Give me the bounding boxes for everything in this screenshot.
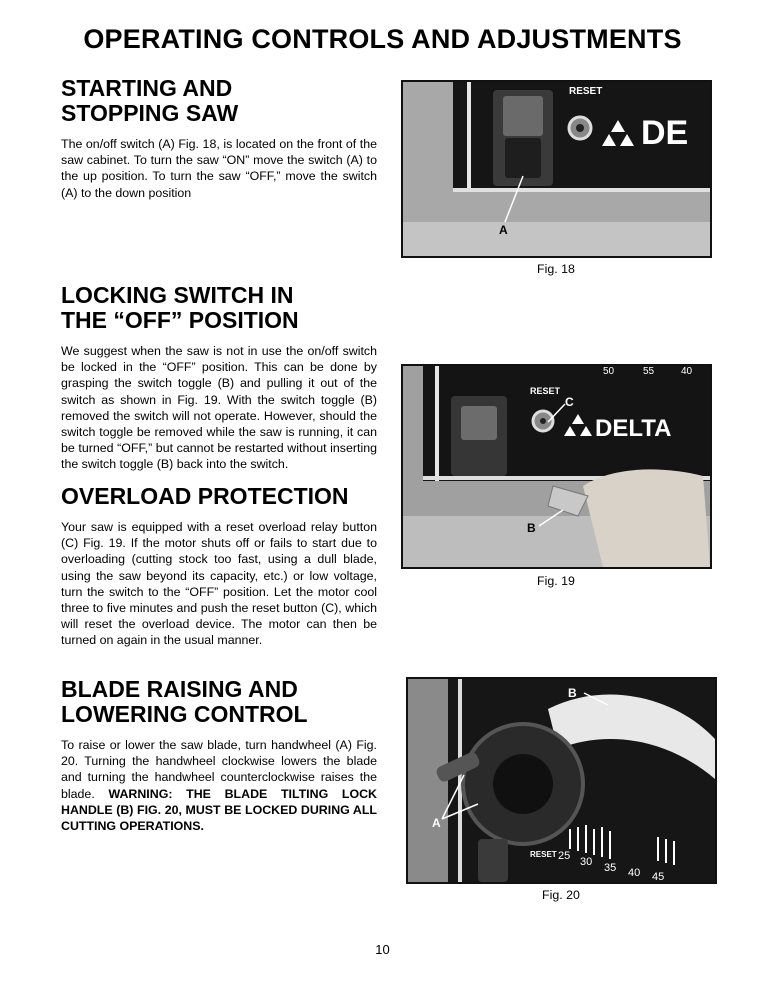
figure-18 [401, 80, 712, 258]
heading-line-2: STOPPING SAW [61, 100, 239, 126]
scale-label-25: 25 [558, 850, 571, 862]
figure-19-photo [401, 364, 712, 569]
page-title: OPERATING CONTROLS AND ADJUSTMENTS [83, 24, 682, 54]
page-number: 10 [375, 942, 390, 957]
section-body: We suggest when the saw is not in use the on/off switch be locked in the “OFF” position. This can be done by grasping the switch toggle (B) and pulling it out of the switch as shown in Fig. 19. With the switch toggle (B) removed the switch will not operate. However, should the switch toggle be removed while the saw is running, it can be turned “OFF,” but cannot be restarted without inserting the switch toggle (B) back into the switch. [61, 344, 377, 472]
scale-label-55: 55 [643, 366, 655, 377]
scale-label-35: 35 [604, 862, 617, 874]
section-starting-stopping [61, 76, 377, 201]
section-body [61, 737, 377, 834]
figure-20-caption: Fig. 20 [542, 888, 580, 902]
section-heading [61, 677, 377, 727]
scale-label-50: 50 [603, 366, 615, 377]
heading-line-2: THE “OFF” POSITION [61, 307, 299, 333]
panel-reset-label: RESET [569, 86, 603, 97]
figure-label-a: A [432, 816, 441, 830]
heading-line-1: LOCKING SWITCH IN [61, 282, 294, 308]
figure-19-caption: Fig. 19 [537, 574, 575, 588]
heading-line-2: LOWERING CONTROL [61, 701, 308, 727]
delta-logo-text: DE [641, 114, 689, 152]
section-heading [61, 484, 377, 509]
delta-logo-text: DELTA [595, 415, 672, 442]
heading-line-1: STARTING AND [61, 75, 233, 101]
scale-label-30: 30 [580, 856, 593, 868]
section-heading [61, 283, 377, 333]
section-body: Your saw is equipped with a reset overload relay button (C) Fig. 19. If the motor shuts off or fails to start due to overloading (cutting stock too fast, using a dull blade, using the saw beyond its capacity, etc.) or low voltage, turn the switch to the “OFF” position. Let the motor cool three to five minutes and push the reset button (C), which will reset the overload device. The motor can then be turned on again in the usual manner. [61, 520, 377, 648]
figure-19 [401, 364, 712, 569]
figure-label-b: B [527, 521, 536, 535]
figure-label-b: B [568, 686, 577, 700]
scale-label-45: 45 [652, 871, 665, 882]
body-text: To raise or lower the saw blade, turn handwheel (A) Fig. 20. Turning the handwheel clockwise lowers the blade and turning the handwheel counterclockwise raises the blade. [61, 738, 377, 801]
section-locking-switch [61, 283, 377, 473]
figure-18-caption: Fig. 18 [537, 262, 575, 276]
scale-label-40: 40 [628, 867, 641, 879]
panel-reset-label: RESET [530, 850, 557, 859]
warning-text: WARNING: THE BLADE TILTING LOCK HANDLE (B) FIG. 20, MUST BE LOCKED DURING ALL CUTTING OPERATIONS. [61, 786, 377, 834]
panel-reset-label: RESET [530, 386, 561, 396]
section-blade-raising [61, 677, 377, 834]
heading-line-1: OVERLOAD PROTECTION [61, 483, 349, 509]
figure-18-photo [401, 80, 712, 258]
section-heading [61, 76, 377, 126]
figure-20 [406, 677, 717, 884]
figure-label-a: A [499, 223, 508, 237]
section-overload-protection [61, 484, 377, 649]
figure-20-photo [406, 677, 717, 884]
scale-label-40: 40 [681, 366, 693, 377]
figure-label-c: C [565, 395, 574, 409]
heading-line-1: BLADE RAISING AND [61, 676, 298, 702]
section-body: The on/off switch (A) Fig. 18, is located on the front of the saw cabinet. To turn the saw “ON” move the switch (A) to the up position. To turn the saw “OFF,” move the switch (A) to the down position [61, 137, 377, 200]
